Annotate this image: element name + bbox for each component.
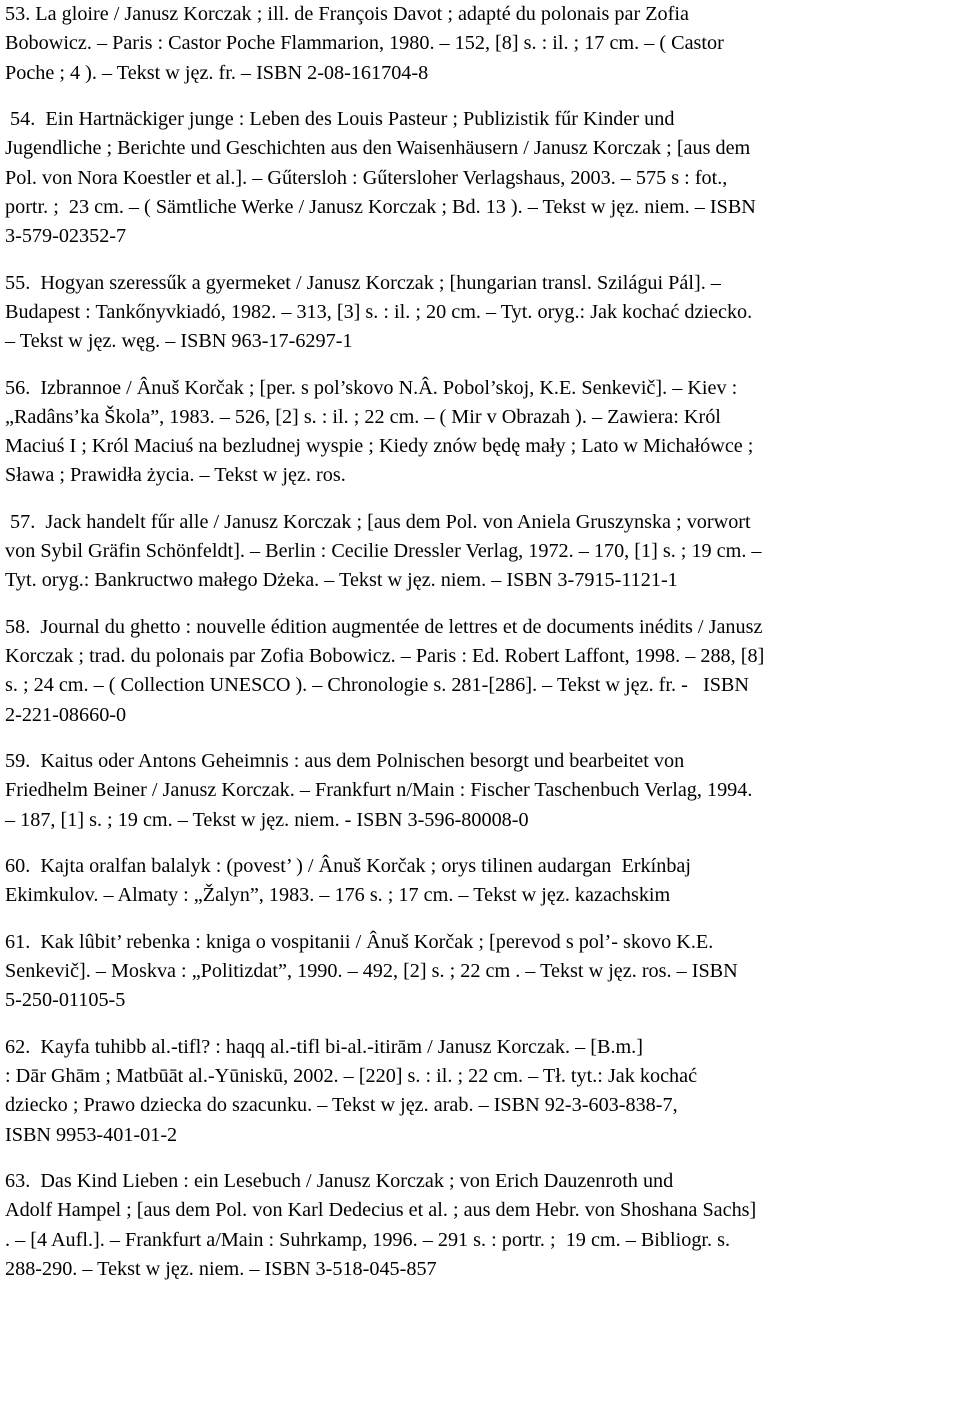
entry-line: ISBN 9953-401-01-2 xyxy=(5,1123,178,1146)
entry-line: 57. Jack handelt fűr alle / Janusz Korczak ; [aus dem Pol. von Aniela Gruszynska ; vorwort xyxy=(5,510,751,533)
entry-line: 5-250-01105-5 xyxy=(5,989,126,1012)
entry-line: Tyt. oryg.: Bankructwo małego Dżeka. – Tekst w jęz. niem. – ISBN 3-7915-1121-1 xyxy=(5,569,678,592)
entry-line: 59. Kaitus oder Antons Geheimnis : aus dem Polnischen besorgt und bearbeitet von xyxy=(5,750,685,773)
entry-line: Ekimkulov. – Almaty : „Žalyn”, 1983. – 176 s. ; 17 cm. – Tekst w jęz. kazachskim xyxy=(5,884,671,907)
bibliography-entry-59 xyxy=(5,747,959,835)
entry-line: – Tekst w jęz. węg. – ISBN 963-17-6297-1 xyxy=(5,330,353,353)
entry-line: Budapest : Tankőnyvkiadó, 1982. – 313, [3] s. : il. ; 20 cm. – Tyt. oryg.: Jak kochać dziecko. xyxy=(5,300,753,323)
entry-line: s. ; 24 cm. – ( Collection UNESCO ). – Chronologie s. 281-[286]. – Tekst w jęz. fr. - ISBN xyxy=(5,674,749,697)
entry-line: 288-290. – Tekst w jęz. niem. – ISBN 3-518-045-857 xyxy=(5,1257,437,1280)
entry-line: 2-221-08660-0 xyxy=(5,703,127,726)
entry-line: 3-579-02352-7 xyxy=(5,225,127,248)
entry-line: Poche ; 4 ). – Tekst w jęz. fr. – ISBN 2-08-161704-8 xyxy=(5,61,429,84)
entry-line: Senkevič]. – Moskva : „Politizdat”, 1990. – 492, [2] s. ; 22 cm . – Tekst w jęz. ros. – ISBN xyxy=(5,960,738,983)
entry-line: Adolf Hampel ; [aus dem Pol. von Karl Dedecius et al. ; aus dem Hebr. von Shoshana Sachs] xyxy=(5,1199,757,1222)
entry-line: 62. Kayfa tuhibb al.-tifl? : haqq al.-tifl bi-al.-itirām / Janusz Korczak. – [B.m.] xyxy=(5,1035,643,1058)
entry-line: Maciuś I ; Król Maciuś na bezludnej wyspie ; Kiedy znów będę mały ; Lato w Michałówce ; xyxy=(5,435,754,458)
entry-line: 55. Hogyan szeressűk a gyermeket / Janusz Korczak ; [hungarian transl. Szilágui Pál]. – xyxy=(5,271,721,294)
bibliography-entry-55 xyxy=(5,269,959,357)
entry-line: Jugendliche ; Berichte und Geschichten aus den Waisenhäusern / Janusz Korczak ; [aus dem xyxy=(5,137,751,160)
entry-line: 63. Das Kind Lieben : ein Lesebuch / Janusz Korczak ; von Erich Dauzenroth und xyxy=(5,1170,674,1193)
entry-line: dziecko ; Prawo dziecka do szacunku. – Tekst w jęz. arab. – ISBN 92-3-603-838-7, xyxy=(5,1094,678,1117)
entry-line: – 187, [1] s. ; 19 cm. – Tekst w jęz. niem. - ISBN 3-596-80008-0 xyxy=(5,808,529,831)
entry-line: : Dār Ghām ; Matbūāt al.-Yūniskū, 2002. – [220] s. : il. ; 22 cm. – Tł. tyt.: Jak kochać xyxy=(5,1065,698,1088)
entry-line: Korczak ; trad. du polonais par Zofia Bobowicz. – Paris : Ed. Robert Laffont, 1998. – 288, [8] xyxy=(5,645,765,668)
entry-line: portr. ; 23 cm. – ( Sämtliche Werke / Janusz Korczak ; Bd. 13 ). – Tekst w jęz. niem. – ISBN xyxy=(5,195,756,218)
entry-line: 53. La gloire / Janusz Korczak ; ill. de François Davot ; adapté du polonais par Zofia xyxy=(5,3,689,25)
entry-line: „Radâns’ka Škola”, 1983. – 526, [2] s. : il. ; 22 cm. – ( Mir v Obrazah ). – Zawiera: Król xyxy=(5,405,721,428)
bibliography-page xyxy=(5,0,959,1284)
entry-line: Bobowicz. – Paris : Castor Poche Flammarion, 1980. – 152, [8] s. : il. ; 17 cm. – ( Castor xyxy=(5,32,724,55)
bibliography-entry-54 xyxy=(5,105,959,251)
entry-line: 54. Ein Hartnäckiger junge : Leben des Louis Pasteur ; Publizistik fűr Kinder und xyxy=(5,107,675,130)
entry-line: 60. Kajta oralfan balalyk : (povest’ ) / Ânuš Korčak ; orys tilinen audargan Erkínbaj xyxy=(5,855,691,878)
entry-line: 56. Izbrannoe / Ânuš Korčak ; [per. s pol’skovo N.Â. Pobol’skoj, K.E. Senkevič]. – Kiev : xyxy=(5,376,738,399)
entry-line: Sława ; Prawidła życia. – Tekst w jęz. ros. xyxy=(5,464,346,487)
entry-line: Friedhelm Beiner / Janusz Korczak. – Frankfurt n/Main : Fischer Taschenbuch Verlag, 1994. xyxy=(5,779,753,802)
bibliography-entry-53 xyxy=(5,0,959,88)
bibliography-entry-63 xyxy=(5,1167,959,1284)
bibliography-entry-62 xyxy=(5,1033,959,1150)
entry-line: . – [4 Aufl.]. – Frankfurt a/Main : Suhrkamp, 1996. – 291 s. : portr. ; 19 cm. – Bibliogr. s. xyxy=(5,1228,731,1251)
entry-line: 61. Kak lûbit’ rebenka : kniga o vospitanii / Ânuš Korčak ; [perevod s pol’- skovo K.E. xyxy=(5,930,714,953)
entry-line: von Sybil Gräfin Schönfeldt]. – Berlin : Cecilie Dressler Verlag, 1972. – 170, [1] s. ; 19 cm. – xyxy=(5,540,762,563)
bibliography-entry-57 xyxy=(5,508,959,596)
entry-line: 58. Journal du ghetto : nouvelle édition augmentée de lettres et de documents inédits / Janusz xyxy=(5,615,763,638)
bibliography-entry-58 xyxy=(5,613,959,730)
bibliography-entry-61 xyxy=(5,928,959,1016)
entry-line: Pol. von Nora Koestler et al.]. – Gűtersloh : Gűtersloher Verlagshaus, 2003. – 575 s : fot., xyxy=(5,166,728,189)
bibliography-entry-56 xyxy=(5,374,959,491)
bibliography-entry-60 xyxy=(5,852,959,911)
